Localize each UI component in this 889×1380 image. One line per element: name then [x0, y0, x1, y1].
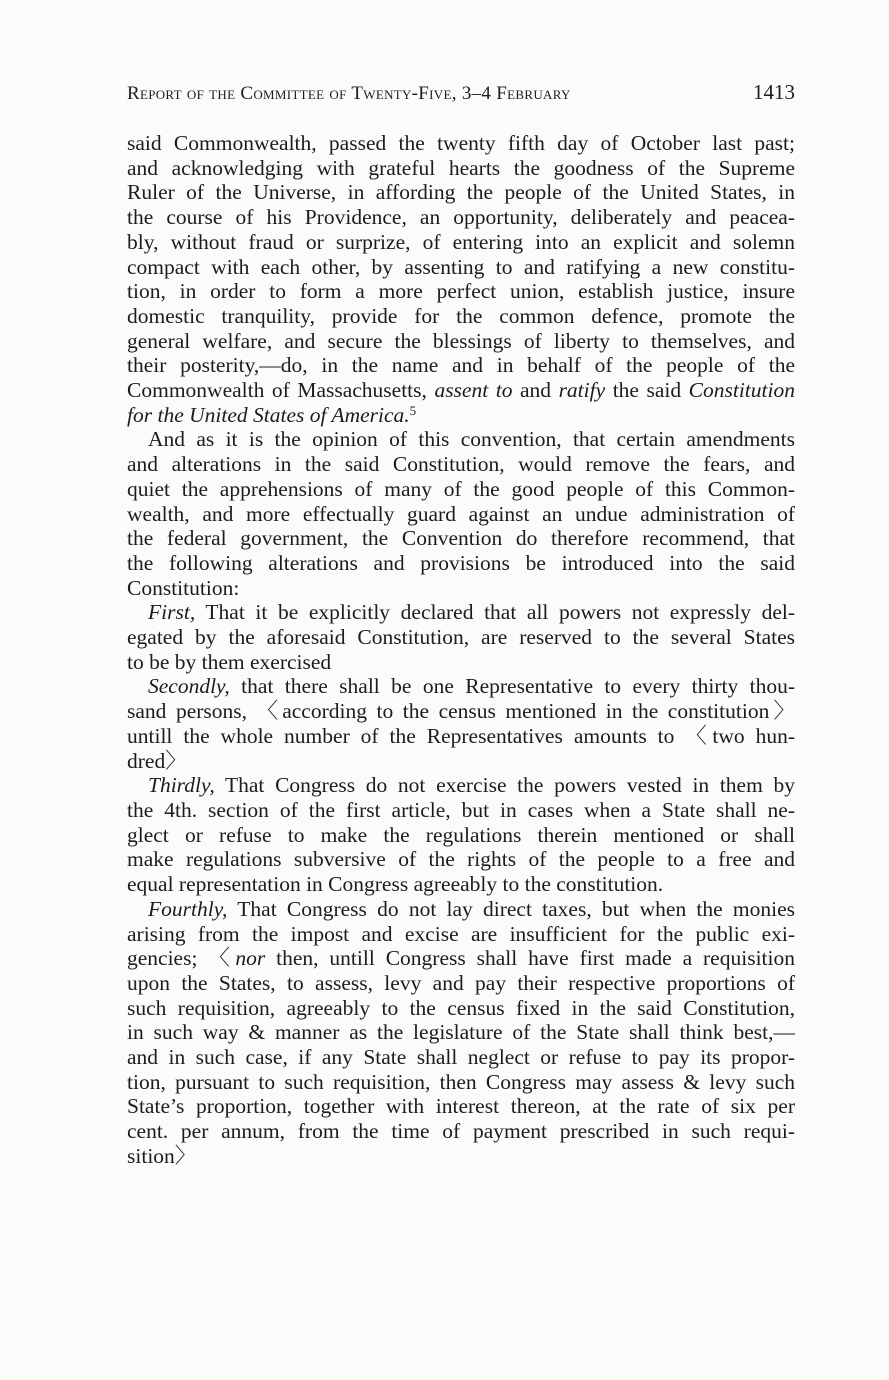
- text-line: [127, 1045, 795, 1070]
- text-run: That Congress do not exercise the powers vested in them by: [214, 773, 795, 798]
- text-line: [127, 378, 795, 403]
- text-run: That Congress do not lay direct taxes, but when the monies: [227, 896, 795, 921]
- text-line: [127, 724, 795, 749]
- text-run: Commonwealth of Massachusetts,: [127, 378, 435, 403]
- text-line: [127, 872, 795, 897]
- text-run: the federal government, the Convention do therefore recommend, that: [127, 526, 795, 551]
- text-line: [127, 452, 795, 477]
- text-line: [127, 255, 795, 280]
- text-line: [127, 131, 795, 156]
- text-line: [127, 996, 795, 1021]
- paragraph: [127, 131, 795, 427]
- italic-run: nor: [235, 946, 266, 971]
- text-run: the said: [605, 378, 689, 403]
- text-line: [127, 600, 795, 625]
- text-run: sition〉: [127, 1143, 197, 1168]
- text-run: untill the whole number of the Representatives amounts to 〈two hun-: [127, 723, 795, 748]
- text-line: [127, 329, 795, 354]
- text-run: and in such case, if any State shall neglect or refuse to pay its propor-: [127, 1045, 795, 1070]
- text-line: [127, 1070, 795, 1095]
- text-run: tion, in order to form a more perfect union, establish justice, insure: [127, 279, 795, 304]
- text-line: [127, 922, 795, 947]
- text-line: [127, 230, 795, 255]
- text-run: such requisition, agreeably to the census fixed in the said Constitution,: [127, 995, 795, 1020]
- text-run: the 4th. section of the first article, but in cases when a State shall ne-: [127, 797, 795, 822]
- italic-run: ratify: [558, 378, 606, 403]
- text-line: [127, 650, 795, 675]
- text-run: bly, without fraud or surprize, of entering into an explicit and solemn: [127, 229, 795, 254]
- text-line: [127, 427, 795, 452]
- text-run: gencies; 〈: [127, 946, 236, 971]
- italic-run: First,: [148, 600, 196, 625]
- text-line: [127, 749, 795, 774]
- text-line: [127, 477, 795, 502]
- text-line: [127, 823, 795, 848]
- text-run: and acknowledging with grateful hearts the goodness of the Supreme: [127, 155, 795, 180]
- text-line: [127, 1144, 795, 1169]
- text-line: [127, 279, 795, 304]
- running-head: Report of the Committee of Twenty-Five, 3–4 February: [127, 83, 571, 104]
- text-line: [127, 403, 795, 428]
- italic-run: Secondly,: [148, 674, 230, 699]
- text-line: [127, 699, 795, 724]
- italic-run: assent to: [434, 378, 513, 403]
- paragraph: [127, 674, 795, 773]
- text-line: [127, 1094, 795, 1119]
- text-line: [127, 576, 795, 601]
- text-run: make regulations subversive of the rights of the people to a free and: [127, 847, 795, 872]
- italic-run: Constitution: [688, 378, 795, 403]
- page-number: 1413: [753, 80, 795, 104]
- text-run: their posterity,—do, in the name and in behalf of the people of the: [127, 353, 795, 378]
- text-run: cent. per annum, from the time of payment prescribed in such requi-: [127, 1119, 795, 1144]
- text-line: [127, 205, 795, 230]
- text-line: [127, 897, 795, 922]
- text-line: [127, 625, 795, 650]
- text-line: [127, 156, 795, 181]
- text-run: sand persons, 〈according to the census mentioned in the constitution〉: [127, 699, 795, 724]
- text-run: glect or refuse to make the regulations therein mentioned or shall: [127, 822, 795, 847]
- text-run: to be by them exercised: [127, 649, 332, 674]
- text-run: That it be explicitly declared that all powers not expressly del-: [195, 600, 795, 625]
- text-line: [127, 946, 795, 971]
- text-run: and: [512, 378, 559, 403]
- text-line: [127, 773, 795, 798]
- text-line: [127, 847, 795, 872]
- paragraph: [127, 773, 795, 897]
- page-header: [127, 80, 795, 112]
- italic-run: Fourthly,: [148, 896, 228, 921]
- text-run: State’s proportion, together with interest thereon, at the rate of six per: [127, 1094, 795, 1119]
- text-line: [127, 502, 795, 527]
- text-line: [127, 1119, 795, 1144]
- text-run: said Commonwealth, passed the twenty fifth day of October last past;: [127, 131, 795, 155]
- text-line: [127, 180, 795, 205]
- italic-run: Thirdly,: [148, 773, 215, 798]
- text-line: [127, 971, 795, 996]
- body-text: [127, 131, 795, 1169]
- text-run: and alterations in the said Constitution, would remove the fears, and: [127, 452, 795, 477]
- paragraph: [127, 600, 795, 674]
- text-run: the following alterations and provisions be introduced into the said: [127, 550, 795, 575]
- text-run: then, untill Congress shall have first made a requisition: [265, 946, 795, 971]
- paragraph: [127, 427, 795, 600]
- text-run: general welfare, and secure the blessings of liberty to themselves, and: [127, 328, 795, 353]
- text-line: [127, 674, 795, 699]
- text-run: wealth, and more effectually guard against an undue administration of: [127, 501, 795, 526]
- text-run: equal representation in Congress agreeably to the constitution.: [127, 872, 664, 897]
- text-run: the course of his Providence, an opportunity, deliberately and peacea-: [127, 205, 795, 230]
- footnote-marker: 5: [409, 402, 417, 418]
- text-line: [127, 551, 795, 576]
- text-run: quiet the apprehensions of many of the good people of this Common-: [127, 476, 795, 501]
- text-run: Ruler of the Universe, in affording the people of the United States, in: [127, 180, 795, 205]
- text-run: Constitution:: [127, 575, 240, 600]
- text-run: arising from the impost and excise are insufficient for the public exi-: [127, 921, 795, 946]
- text-run: And as it is the opinion of this convention, that certain amendments: [148, 427, 795, 452]
- text-line: [127, 353, 795, 378]
- text-run: compact with each other, by assenting to and ratifying a new constitu-: [127, 254, 795, 279]
- paragraph: [127, 897, 795, 1169]
- text-run: egated by the aforesaid Constitution, are reserved to the several States: [127, 625, 795, 650]
- text-line: [127, 798, 795, 823]
- text-line: [127, 1020, 795, 1045]
- text-run: that there shall be one Representative to every thirty thou-: [229, 674, 795, 699]
- text-run: in such way & manner as the legislature of the State shall think best,—: [127, 1020, 795, 1045]
- text-line: [127, 526, 795, 551]
- text-run: dred〉: [127, 748, 187, 773]
- text-run: upon the States, to assess, levy and pay their respective proportions of: [127, 970, 795, 995]
- text-run: tion, pursuant to such requisition, then Congress may assess & levy such: [127, 1069, 795, 1094]
- italic-run: for the United States of America.: [127, 402, 410, 427]
- text-line: [127, 304, 795, 329]
- text-run: domestic tranquility, provide for the common defence, promote the: [127, 303, 795, 328]
